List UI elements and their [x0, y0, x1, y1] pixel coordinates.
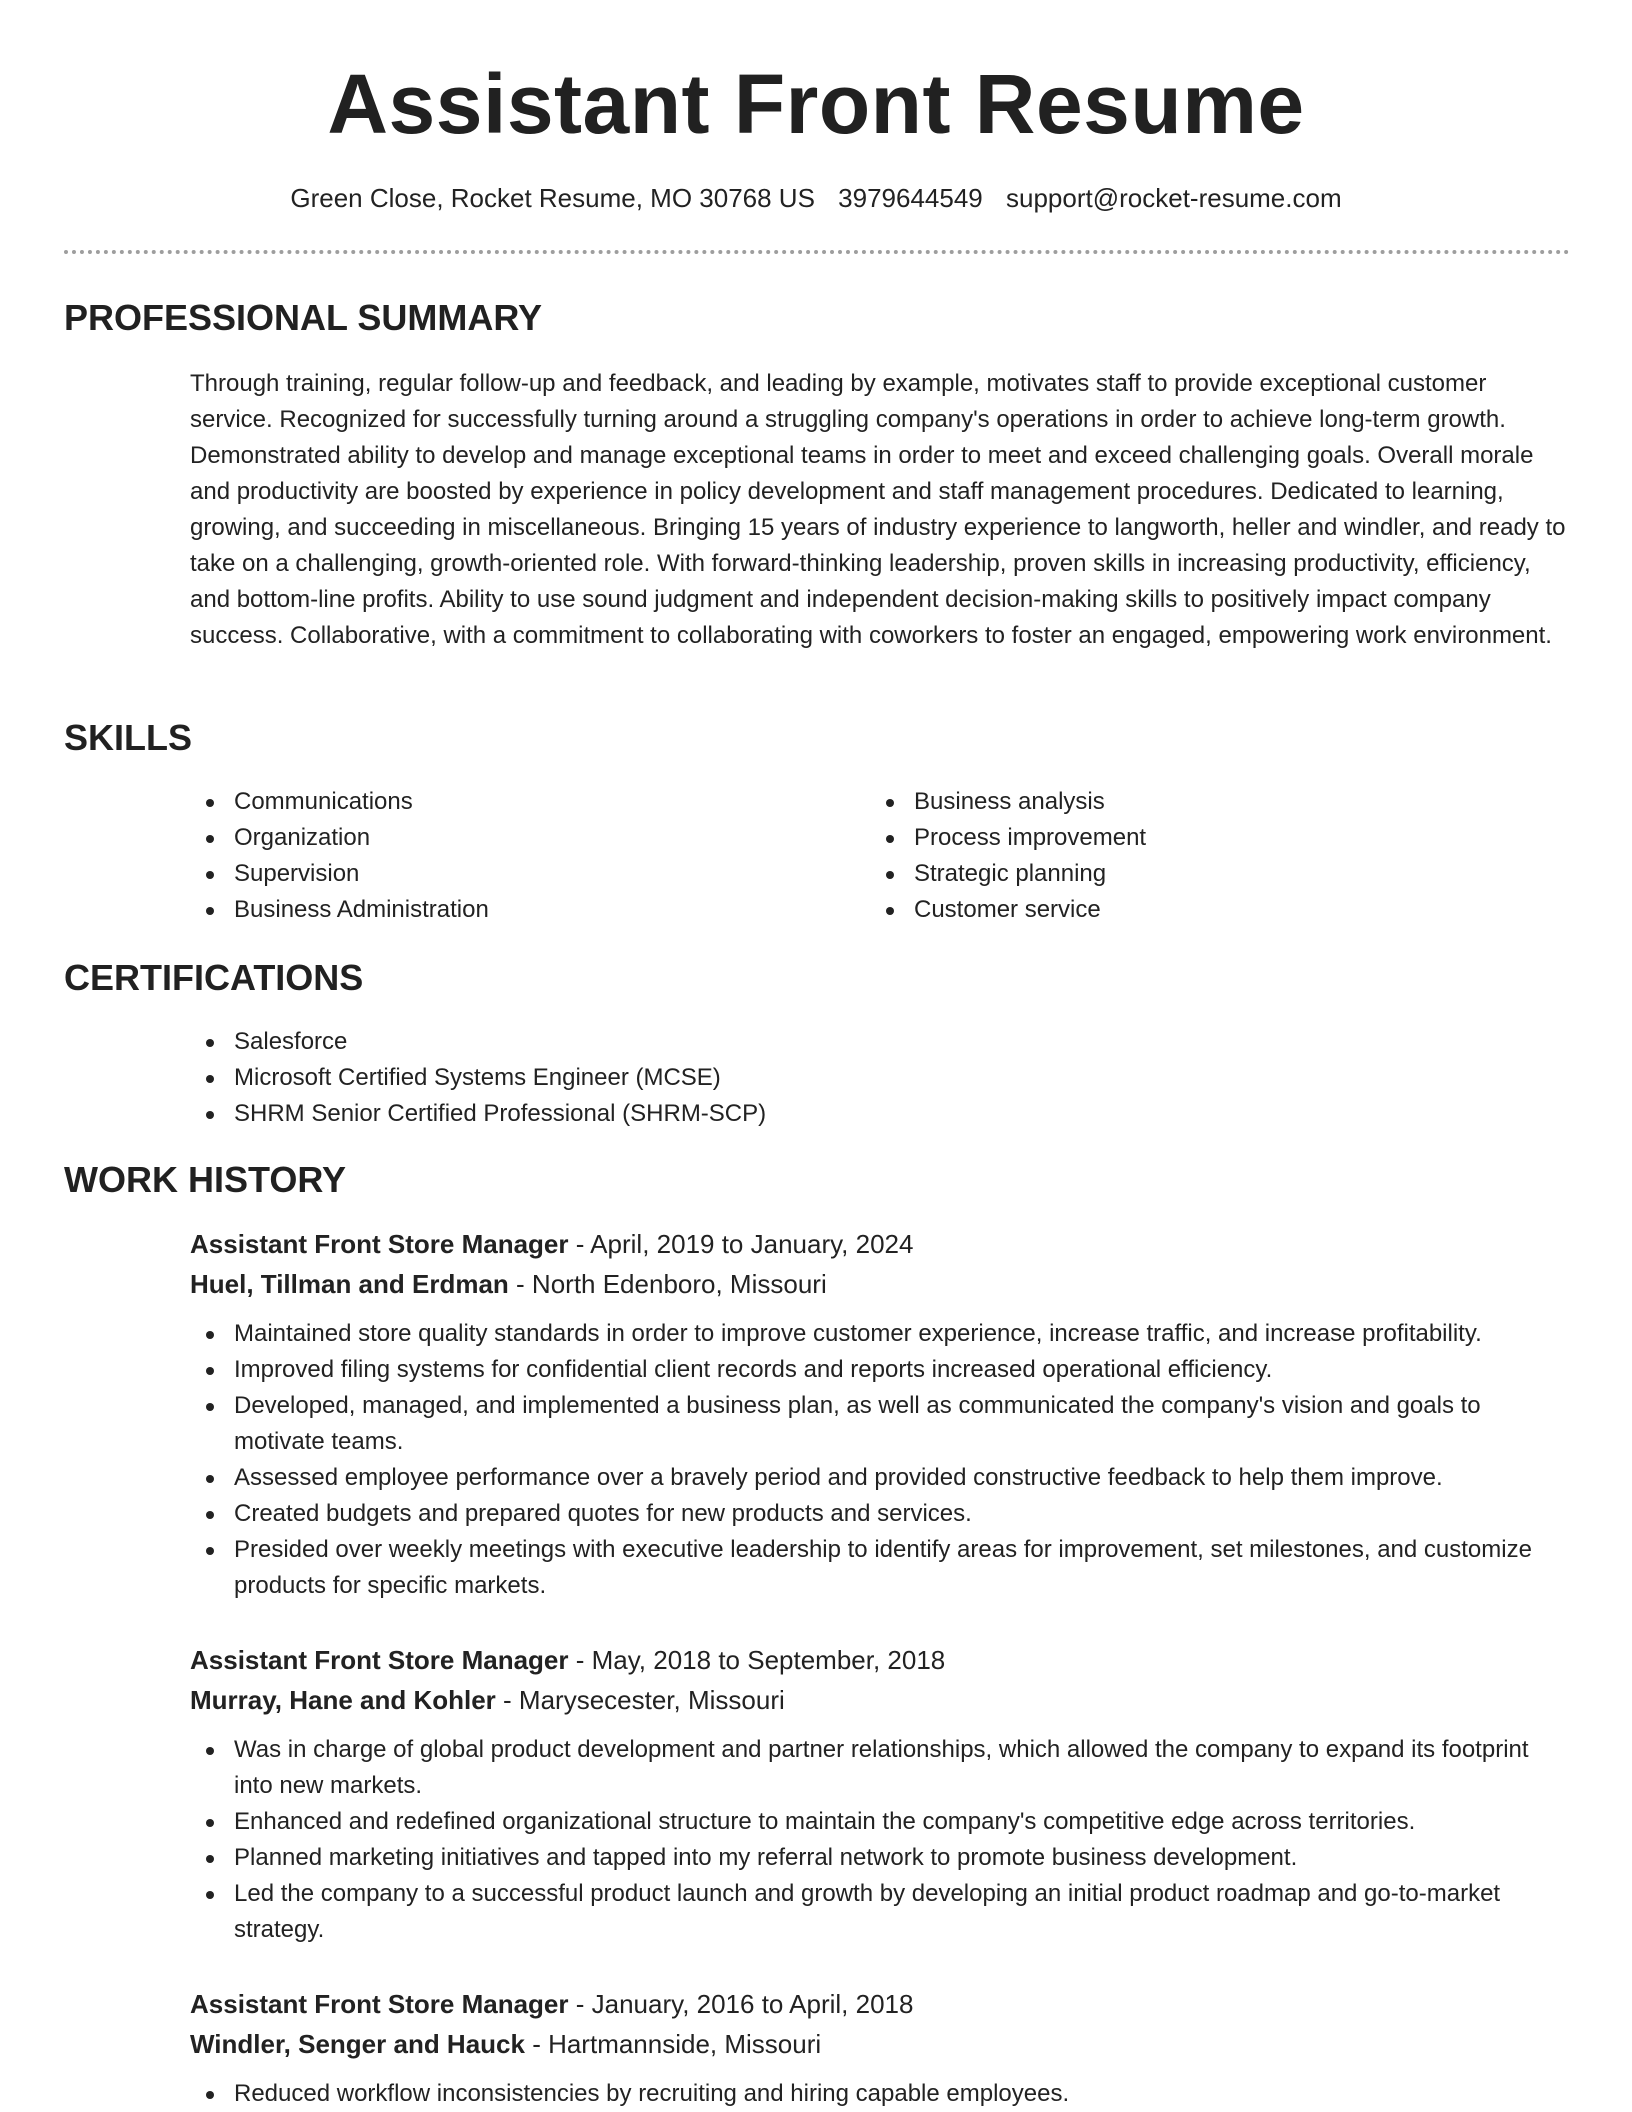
job-bullet: Was in charge of global product development and partner relationships, which allowed the company to expand its footprint into new markets. [190, 1732, 1570, 1804]
summary-text: Through training, regular follow-up and feedback, and leading by example, motivates staff to provide exceptional customer service. Recognized for successfully turning around a struggling company's operations in order to achieve long-term growth. Demonstrated ability to develop and manage exceptional teams in order to meet and exceed challenging goals. Overall morale and productivity are boosted by experience in policy development and staff management procedures. Dedicated to learning, growing, and succeeding in miscellaneous. Bringing 15 years of industry experience to langworth, heller and windler, and ready to take on a challenging, growth-oriented role. With forward-thinking leadership, proven skills in increasing productivity, efficiency, and bottom-line profits. Ability to use sound judgment and independent decision-making skills to positively impact company success. Collaborative, with a commitment to collaborating with coworkers to foster an engaged, empowering work environment. [190, 370, 1566, 649]
skill-item: Organization [190, 820, 830, 856]
contact-phone: 3979644549 [838, 183, 983, 213]
job-bullet: Created budgets and prepared quotes for new products and services. [190, 1496, 1570, 1532]
job-location: - North Edenboro, Missouri [508, 1269, 827, 1299]
job-location: - Hartmannside, Missouri [524, 2029, 822, 2059]
certifications-list [190, 1024, 1570, 1132]
job-bullet: Planned marketing initiatives and tapped into my referral network to promote business development. [190, 1840, 1570, 1876]
job-bullet: Reduced workflow inconsistencies by recruiting and hiring capable employees. [190, 2076, 1570, 2112]
job-bullets [190, 1316, 1570, 1604]
job-title-line [190, 1640, 1570, 1680]
job-entry [190, 1984, 1570, 2112]
job-dates: - April, 2019 to January, 2024 [568, 1229, 914, 1259]
job-bullet: Presided over weekly meetings with executive leadership to identify areas for improvement, set milestones, and customize products for specific markets. [190, 1532, 1570, 1604]
skills-list-left [190, 784, 830, 928]
contact-line [0, 180, 1632, 216]
job-bullet: Led the company to a successful product launch and growth by developing an initial product roadmap and go-to-market strategy. [190, 1876, 1570, 1948]
resume-name: Assistant Front Resume [327, 57, 1305, 151]
job-bullet: Enhanced and redefined organizational structure to maintain the company's competitive edge across territories. [190, 1804, 1570, 1840]
contact-address: Green Close, Rocket Resume, MO 30768 US [290, 183, 815, 213]
section-title-certifications: CERTIFICATIONS [64, 957, 364, 998]
skill-item: Supervision [190, 856, 830, 892]
job-bullet: Assessed employee performance over a bravely period and provided constructive feedback to help them improve. [190, 1460, 1570, 1496]
skill-item: Business analysis [870, 784, 1510, 820]
job-company: Murray, Hane and Kohler [190, 1685, 496, 1715]
section-title-summary: PROFESSIONAL SUMMARY [64, 297, 543, 338]
skills-list-right [870, 784, 1510, 928]
job-title: Assistant Front Store Manager [190, 1989, 569, 2019]
job-title-line [190, 1984, 1570, 2024]
section-title-work-history: WORK HISTORY [64, 1159, 347, 1200]
job-dates: - May, 2018 to September, 2018 [568, 1645, 946, 1675]
job-company: Windler, Senger and Hauck [190, 2029, 525, 2059]
job-company-line [190, 1264, 1570, 1304]
job-location: - Marysecester, Missouri [495, 1685, 785, 1715]
certification-item: SHRM Senior Certified Professional (SHRM-SCP) [190, 1096, 1570, 1132]
skill-item: Process improvement [870, 820, 1510, 856]
header-divider [64, 250, 1570, 254]
section-title-skills: SKILLS [64, 717, 193, 758]
job-dates: - January, 2016 to April, 2018 [568, 1989, 914, 2019]
job-title: Assistant Front Store Manager [190, 1229, 569, 1259]
job-entry [190, 1640, 1570, 1948]
certification-item: Salesforce [190, 1024, 1570, 1060]
job-bullet: Developed, managed, and implemented a business plan, as well as communicated the company's vision and goals to motivate teams. [190, 1388, 1570, 1460]
job-bullets [190, 2076, 1570, 2112]
job-bullets [190, 1732, 1570, 1948]
skill-item: Strategic planning [870, 856, 1510, 892]
job-title: Assistant Front Store Manager [190, 1645, 569, 1675]
skill-item: Communications [190, 784, 830, 820]
job-bullet: Improved filing systems for confidential client records and reports increased operational efficiency. [190, 1352, 1570, 1388]
skill-item: Business Administration [190, 892, 830, 928]
contact-email[interactable]: support@rocket-resume.com [1006, 183, 1342, 213]
certification-item: Microsoft Certified Systems Engineer (MCSE) [190, 1060, 1570, 1096]
skill-item: Customer service [870, 892, 1510, 928]
job-title-line [190, 1224, 1570, 1264]
job-company-line [190, 2024, 1570, 2064]
job-company-line [190, 1680, 1570, 1720]
job-entry [190, 1224, 1570, 1604]
job-bullet: Maintained store quality standards in order to improve customer experience, increase traffic, and increase profitability. [190, 1316, 1570, 1352]
job-company: Huel, Tillman and Erdman [190, 1269, 509, 1299]
